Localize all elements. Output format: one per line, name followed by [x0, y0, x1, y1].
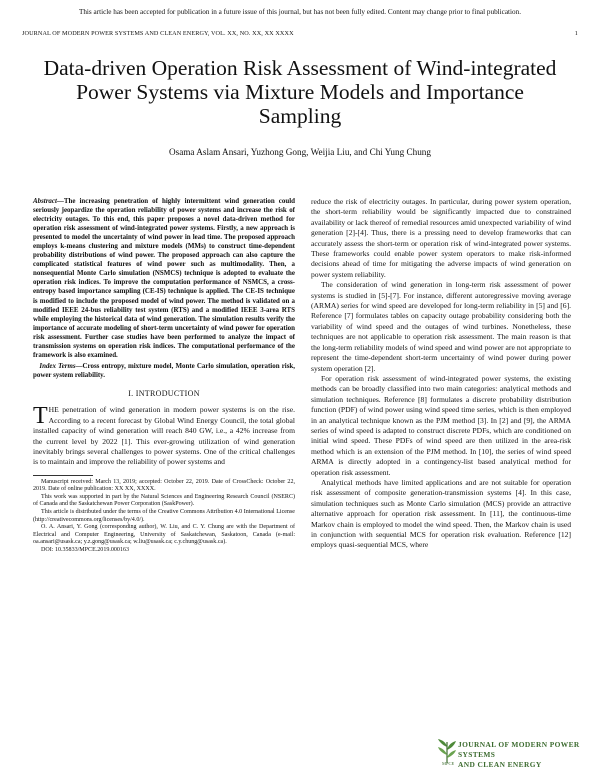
right-column	[311, 197, 571, 551]
index-terms-label: Index Terms	[39, 361, 76, 370]
footnote-license: This article is distributed under the terms of the Creative Commons Attribution 4.0 International License (http://creativecommons.org/licenses/by/4.0/).	[33, 508, 295, 523]
index-terms-text: —Cross entropy, mixture model, Monte Carlo simulation, operation risk, power system reliability.	[33, 361, 295, 379]
page-number: 1	[574, 30, 578, 37]
footnotes	[33, 479, 295, 554]
footnote-received: Manuscript received: March 13, 2019; accepted: October 22, 2019. Date of CrossCheck: October 22, 2019. Date of online publication: XX XX, XXXX.	[33, 478, 295, 493]
logo-mark: MPCE	[442, 761, 455, 766]
publication-notice: This article has been accepted for publication in a future issue of this journal, but has not been fully edited. Content may change prior to final publication.	[78, 8, 522, 16]
body-paragraph: For operation risk assessment of wind-integrated power systems, the existing methods can be broadly classified into two main categories: analytical methods and simulation techniques. Reference [8] formulates a discrete probability distribution function (PDF) of wind power using wind speed time series, which is then employed in an analytical technique known as the PJM method [3]. In [2] and [9], the ARMA series of wind speed is adapted to construct discrete PDFs, which are conditioned on initial wind speed. These PDFs of wind speed are then utilized in the area-risk method which is an extension of the PJM method. In [10], the series of wind speed ARMA is directly adopted in a contingency-list based analytical method for operation risk assessment.	[311, 373, 571, 477]
author-list: Osama Aslam Ansari, Yuzhong Gong, Weijia Liu, and Chi Yung Chung	[168, 147, 431, 157]
footnote-funding: This work was supported in part by the Natural Sciences and Engineering Research Council (NSERC) of Canada and the Saskatchewan Power Corporation (SaskPower).	[33, 493, 295, 508]
footnote-doi: DOI: 10.35833/MPCE.2019.000163	[41, 546, 130, 553]
drop-cap: T	[33, 403, 48, 430]
logo-line-2: AND CLEAN ENERGY	[458, 760, 542, 769]
journal-logo	[436, 738, 596, 772]
paper-title: Data-driven Operation Risk Assessment of Wind-integrated Power Systems via Mixture Models and Importance Sampling	[43, 56, 557, 128]
abstract	[33, 197, 295, 360]
abstract-text: —The increasing penetration of highly intermittent wind generation could seriously jeopardize the operation reliability of power systems and increase the risk of electricity outages. To this end, this paper proposes a novel data-driven method for operation risk assessment of wind-integrated power systems. Firstly, a new approach is presented to model the uncertainty of wind power in lead time. The proposed approach employs k-means clustering and mixture models (MMs) to construct time-dependent probability distributions of wind power. The proposed approach can also capture the complicated statistical features of wind power such as multimodality. Then, a nonsequential Monte Carlo simulation (NSMCS) technique is adopted to evaluate the operation risk indices. To improve the computation performance of NSMCS, a cross-entropy based importance sampling (CE-IS) technique is applied. The CE-IS technique is modified to include the proposed model of wind power. The method is validated on a modified IEEE 24-bus reliability test system (RTS) and a modified IEEE 3-area RTS while employing the historical data of wind generation. The simulation results verify the importance of accurate modeling of short-term uncertainty of wind power for operation risk assessment. Further case studies have been performed to analyze the impact of transmission systems on operation risk indices. The computational performance of the framework is also examined.	[33, 197, 295, 359]
logo-line-1: JOURNAL OF MODERN POWER SYSTEMS	[458, 740, 580, 759]
logo-text	[458, 740, 596, 770]
footnote-affiliation: O. A. Ansari, Y. Gong (corresponding author), W. Liu, and C. Y. Chung are with the Department of Electrical and Computer Engineering, University of Saskatchewan, Saskatoon, Canada (e-mail: oa.ansari@usask.ca; y.z.gong@usask.ca; w.liu@usask.ca; c.y.chung@usask.ca).	[33, 524, 295, 546]
body-paragraph: reduce the risk of electricity outages. In particular, during power system operation, the short-term reliability would be significantly impacted due to constrained availability or lack thereof of remedial resources amid unexpected variability of wind generation [2]-[4]. Thus, there is a pressing need to develop frameworks that can accurately assess the short-term or operation risk of wind-integrated power systems. These frameworks could enable power system operators to make risk-informed decisions ahead of time for mitigating the adverse impacts of wind generation on power system reliability.	[311, 197, 571, 279]
running-header	[22, 30, 578, 37]
journal-header: JOURNAL OF MODERN POWER SYSTEMS AND CLEAN ENERGY, VOL. XX, NO. XX, XX XXXX	[22, 30, 294, 37]
footnote-rule	[33, 475, 93, 476]
body-paragraph: Analytical methods have limited applications and are not suitable for operation risk assessment of composite generation-transmission systems [4]. In this case, simulation techniques such as Monte Carlo simulation (MCS) provide an attractive alternative approach for operation risk assessment. In [11], the continuous-time Markov chain is employed to model the wind speed. Then, the Markov chain is used in conjunction with sequential MCS for operation risk evaluation. Reference [12] employs quasi-sequential MCS, where	[311, 477, 571, 550]
index-terms	[33, 362, 295, 380]
intro-text: HE penetration of wind generation in modern power systems is on the rise. According to a recent forecast by Global Wind Energy Council, the total global installed capacity of wind generation will reach 840 GW, i.e., a 42% increase from the current level by 2022 [1]. This ever-growing utilization of wind generation inevitably brings several challenges to power systems. One of the critical challenges is to maintain and improve the reliability of power systems and	[33, 405, 295, 467]
section-heading-introduction: I. INTRODUCTION	[128, 388, 200, 398]
body-paragraph: The consideration of wind generation in long-term risk assessment of power systems is studied in [5]-[7]. For instance, different autoregressive moving average (ARMA) series for wind speed are developed for long-term reliability in [5] and [6]. Reference [7] formulates tables on capacity outage probability considering both the variability of wind speed and the outages of wind turbines. Nonetheless, these techniques are not applicable to operation risk assessment. The main reason is that the long-term reliability models of wind speed and wind power are not appropriate to represent the time-dependent short-term uncertainty of wind power during power system operation [2].	[311, 280, 571, 373]
abstract-label: Abstract	[33, 197, 57, 205]
left-column	[33, 197, 295, 554]
intro-paragraph	[33, 405, 295, 467]
